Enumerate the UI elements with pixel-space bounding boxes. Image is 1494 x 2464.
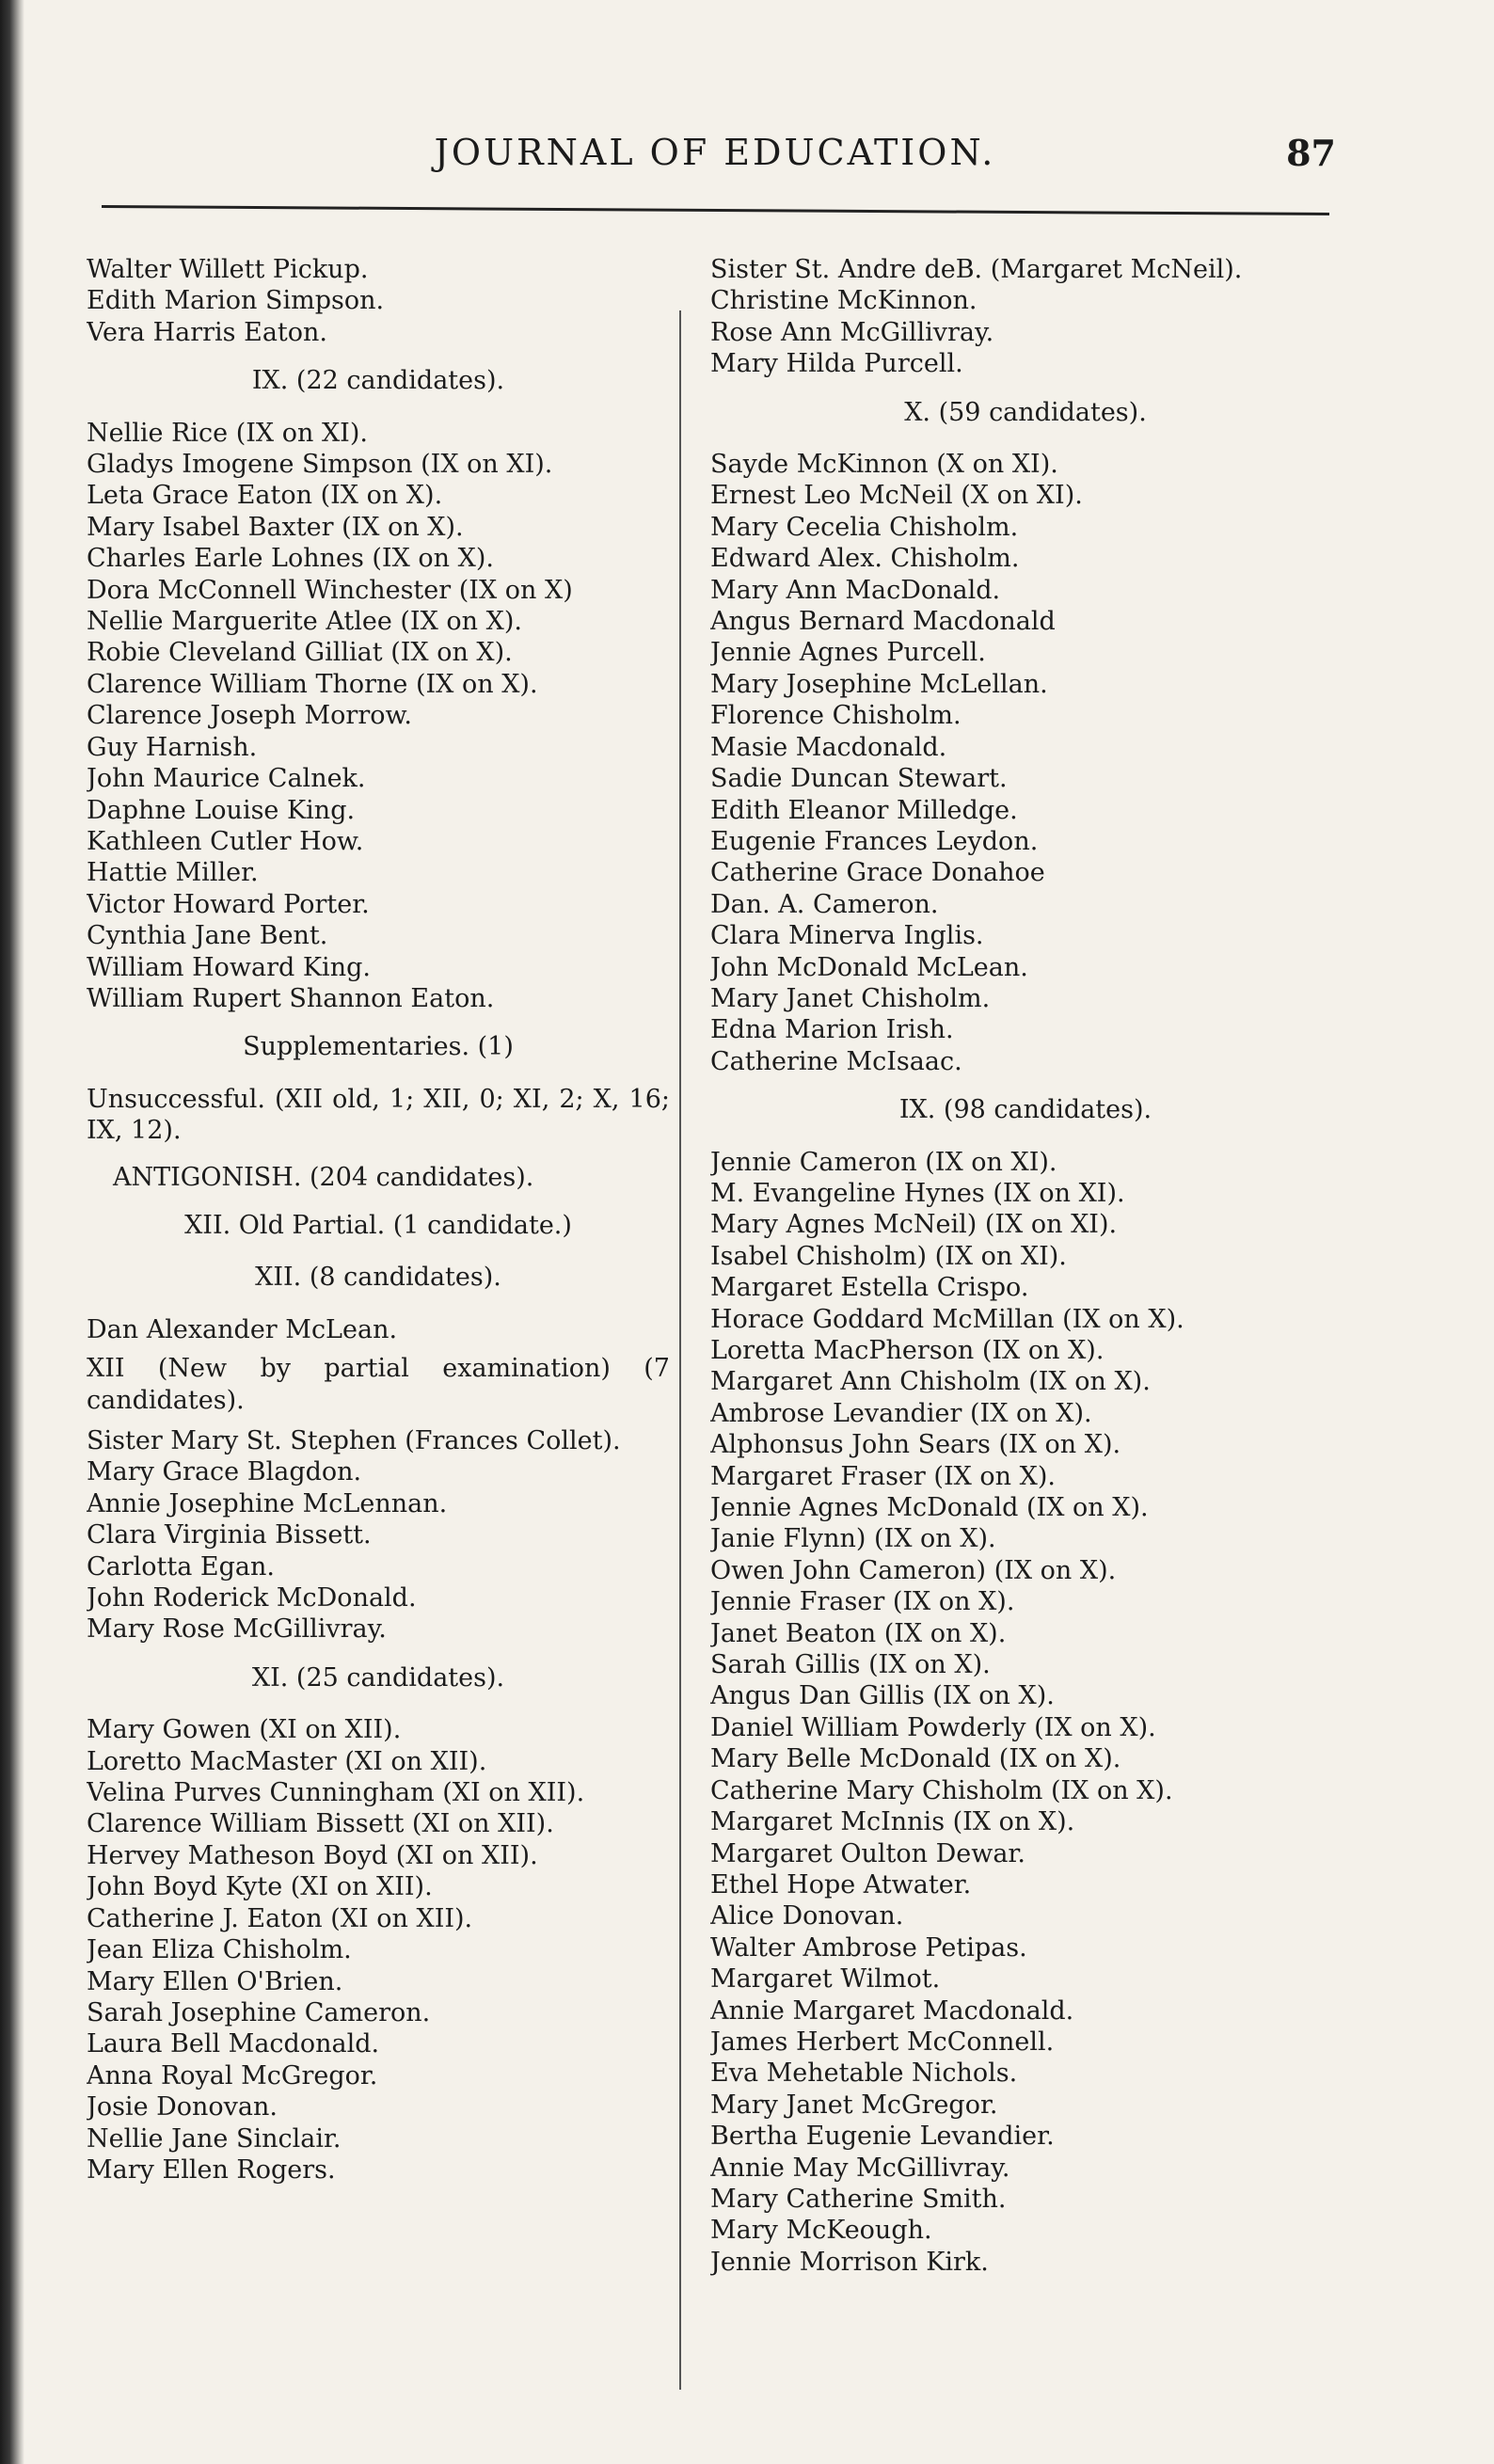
list-item: Angus Dan Gillis (IX on X). xyxy=(710,1681,1055,1711)
list-item: Dora McConnell Winchester (IX on X) xyxy=(87,575,573,605)
list-item: Mary Rose McGillivray. xyxy=(87,1614,387,1645)
list-item: Guy Harnish. xyxy=(87,732,258,762)
list-item: Loretta MacPherson (IX on X). xyxy=(710,1336,1105,1365)
list-item: Mary Gowen (XI on XII). xyxy=(87,1715,402,1745)
grade-ix-list xyxy=(87,418,670,1015)
list-item: Catherine McIsaac. xyxy=(710,1046,962,1076)
list-item: Sarah Gillis (IX on X). xyxy=(710,1650,991,1680)
list-item: Margaret Wilmot. xyxy=(710,1964,941,1995)
list-item: Ambrose Levandier (IX on X). xyxy=(710,1398,1092,1428)
list-item: Florence Chisholm. xyxy=(710,701,962,731)
xii-old-partial-heading: XII. Old Partial. (1 candidate.) xyxy=(184,1210,572,1240)
list-item: Hervey Matheson Boyd (XI on XII). xyxy=(87,1840,538,1870)
list-item: Carlotta Egan. xyxy=(87,1551,275,1582)
left-intro-list xyxy=(87,254,670,348)
list-item: Mary Hilda Purcell. xyxy=(710,349,963,379)
unsuccessful-note: Unsuccessful. (XII old, 1; XII, 0; XI, 2; X, 16; IX, 12). xyxy=(87,1084,670,1146)
list-item: Nellie Jane Sinclair. xyxy=(87,2123,342,2154)
list-item: Mary Cecelia Chisholm. xyxy=(710,512,1019,542)
list-item: Mary Josephine McLellan. xyxy=(710,669,1048,699)
list-item: Alice Donovan. xyxy=(710,1901,904,1931)
list-item: Clara Minerva Inglis. xyxy=(710,921,984,951)
list-item: Clarence Joseph Morrow. xyxy=(87,701,412,731)
list-item: Annie May McGillivray. xyxy=(710,2153,1010,2183)
list-item: Margaret Oulton Dewar. xyxy=(710,1838,1025,1868)
list-item: Margaret Ann Chisholm (IX on X). xyxy=(710,1367,1151,1397)
list-item: Annie Josephine McLennan. xyxy=(87,1488,448,1518)
list-item: Sayde McKinnon (X on XI). xyxy=(710,450,1058,480)
grade-xii-new-list xyxy=(87,1425,670,1645)
page-header xyxy=(94,132,1336,188)
grade-x-list xyxy=(710,449,1341,1077)
list-item: Margaret McInnis (IX on X). xyxy=(710,1807,1075,1837)
list-item: Walter Willett Pickup. xyxy=(87,255,369,284)
list-item: Margaret Fraser (IX on X). xyxy=(710,1461,1056,1491)
list-item: Leta Grace Eaton (IX on X). xyxy=(87,481,443,511)
list-item: Sister Mary St. Stephen (Frances Collet). xyxy=(87,1426,621,1455)
list-item: Bertha Eugenie Levandier. xyxy=(710,2122,1055,2152)
column-divider xyxy=(679,310,681,2390)
list-item: Margaret Estella Crispo. xyxy=(710,1273,1029,1303)
grade-x-heading: X. (59 candidates). xyxy=(904,397,1147,427)
list-item: Mary McKeough. xyxy=(710,2216,932,2246)
list-item: John McDonald McLean. xyxy=(710,952,1028,982)
list-item: Rose Ann McGillivray. xyxy=(710,317,994,347)
list-item: Mary Ann MacDonald. xyxy=(710,575,1001,605)
list-item: Jennie Cameron (IX on XI). xyxy=(710,1147,1057,1177)
list-item: Josie Donovan. xyxy=(87,2092,278,2122)
list-item: Mary Belle McDonald (IX on X). xyxy=(710,1744,1121,1774)
list-item: Clarence William Thorne (IX on X). xyxy=(87,669,538,699)
list-item: Walter Ambrose Petipas. xyxy=(710,1932,1027,1963)
list-item: Mary Ellen Rogers. xyxy=(87,2154,336,2185)
list-item: Masie Macdonald. xyxy=(710,732,947,762)
grade-xi-list xyxy=(87,1714,670,2186)
list-item: William Rupert Shannon Eaton. xyxy=(87,983,495,1013)
list-item: Mary Catherine Smith. xyxy=(710,2184,1007,2214)
list-item: Vera Harris Eaton. xyxy=(87,317,327,347)
list-item: Angus Bernard Macdonald xyxy=(710,607,1056,637)
list-item: Nellie Rice (IX on XI). xyxy=(87,418,368,448)
list-item: Jean Eliza Chisholm. xyxy=(87,1935,352,1965)
journal-title: JOURNAL OF EDUCATION. xyxy=(434,132,996,173)
grade-xii-list xyxy=(87,1314,670,1345)
right-intro-list xyxy=(710,254,1341,380)
list-item: Clara Virginia Bissett. xyxy=(87,1520,372,1550)
list-item: Horace Goddard McMillan (IX on X). xyxy=(710,1304,1184,1334)
list-item: Janie Flynn) (IX on X). xyxy=(710,1524,996,1554)
list-item: Sister St. Andre deB. (Margaret McNeil). xyxy=(710,255,1243,284)
list-item: Dan. A. Cameron. xyxy=(710,889,939,919)
list-item: Charles Earle Lohnes (IX on X). xyxy=(87,544,494,574)
list-item: Hattie Miller. xyxy=(87,858,259,888)
list-item: Catherine Grace Donahoe xyxy=(710,858,1045,888)
list-item: Mary Janet McGregor. xyxy=(710,2090,998,2120)
grade-ix-heading: IX. (22 candidates). xyxy=(251,366,505,396)
list-item: Sarah Josephine Cameron. xyxy=(87,1997,431,2027)
list-item: John Boyd Kyte (XI on XII). xyxy=(87,1872,433,1902)
list-item: Victor Howard Porter. xyxy=(87,889,370,919)
page-binding-edge xyxy=(0,0,24,2464)
left-column xyxy=(87,254,670,2186)
list-item: Nellie Marguerite Atlee (IX on X). xyxy=(87,607,522,637)
list-item: Annie Margaret Macdonald. xyxy=(710,1995,1074,2026)
list-item: Loretto MacMaster (XI on XII). xyxy=(87,1746,487,1776)
list-item: Owen John Cameron) (IX on X). xyxy=(710,1555,1117,1585)
list-item: John Roderick McDonald. xyxy=(87,1583,417,1614)
list-item: Daniel William Powderly (IX on X). xyxy=(710,1712,1156,1742)
list-item: Jennie Morrison Kirk. xyxy=(710,2247,989,2277)
list-item: Christine McKinnon. xyxy=(710,286,977,316)
right-column xyxy=(710,254,1341,2278)
list-item: Edna Marion Irish. xyxy=(710,1015,954,1045)
list-item: Jennie Fraser (IX on X). xyxy=(710,1587,1015,1617)
list-item: Eva Mehetable Nichols. xyxy=(710,2059,1018,2089)
grade-xii-heading: XII. (8 candidates). xyxy=(255,1263,501,1293)
xii-new-partial-note: XII (New by partial examination) (7 candidates). xyxy=(87,1354,670,1415)
list-item: Edith Marion Simpson. xyxy=(87,286,385,316)
list-item: Ethel Hope Atwater. xyxy=(710,1869,972,1900)
header-rule xyxy=(102,205,1329,215)
list-item: Edward Alex. Chisholm. xyxy=(710,544,1020,574)
grade-ix-98-list xyxy=(710,1147,1341,2279)
list-item: Laura Bell Macdonald. xyxy=(87,2029,380,2059)
list-item: James Herbert McConnell. xyxy=(710,2027,1055,2057)
grade-ix-98-heading: IX. (98 candidates). xyxy=(898,1095,1152,1125)
list-item: Clarence William Bissett (XI on XII). xyxy=(87,1809,554,1839)
list-item: Mary Grace Blagdon. xyxy=(87,1457,362,1487)
list-item: Mary Agnes McNeil) (IX on XI). xyxy=(710,1210,1118,1240)
list-item: William Howard King. xyxy=(87,952,371,982)
list-item: Robie Cleveland Gilliat (IX on X). xyxy=(87,638,513,668)
list-item: Sadie Duncan Stewart. xyxy=(710,764,1008,794)
list-item: Isabel Chisholm) (IX on XI). xyxy=(710,1241,1067,1271)
list-item: Alphonsus John Sears (IX on X). xyxy=(710,1430,1121,1460)
list-item: Velina Purves Cunningham (XI on XII). xyxy=(87,1778,585,1808)
list-item: Mary Janet Chisholm. xyxy=(710,983,991,1013)
list-item: Edith Eleanor Milledge. xyxy=(710,795,1018,825)
supplementaries-heading: Supplementaries. (1) xyxy=(243,1032,514,1062)
list-item: Jennie Agnes McDonald (IX on X). xyxy=(710,1493,1149,1523)
list-item: Dan Alexander McLean. xyxy=(87,1314,398,1344)
list-item: John Maurice Calnek. xyxy=(87,764,366,794)
grade-xi-heading: XI. (25 candidates). xyxy=(251,1662,505,1693)
list-item: Daphne Louise King. xyxy=(87,795,356,825)
list-item: Kathleen Cutler How. xyxy=(87,826,364,856)
list-item: Jennie Agnes Purcell. xyxy=(710,638,986,668)
list-item: Cynthia Jane Bent. xyxy=(87,921,328,951)
list-item: Gladys Imogene Simpson (IX on XI). xyxy=(87,450,553,480)
page-number: 87 xyxy=(1286,132,1336,174)
list-item: Catherine Mary Chisholm (IX on X). xyxy=(710,1775,1173,1805)
list-item: Catherine J. Eaton (XI on XII). xyxy=(87,1903,473,1933)
list-item: Ernest Leo McNeil (X on XI). xyxy=(710,481,1083,511)
list-item: Mary Isabel Baxter (IX on X). xyxy=(87,512,464,542)
list-item: Eugenie Frances Leydon. xyxy=(710,826,1039,856)
list-item: Anna Royal McGregor. xyxy=(87,2060,378,2090)
antigonish-heading: ANTIGONISH. (204 candidates). xyxy=(113,1162,534,1192)
list-item: Mary Ellen O'Brien. xyxy=(87,1966,343,1996)
list-item: M. Evangeline Hynes (IX on XI). xyxy=(710,1178,1125,1208)
list-item: Janet Beaton (IX on X). xyxy=(710,1618,1007,1648)
